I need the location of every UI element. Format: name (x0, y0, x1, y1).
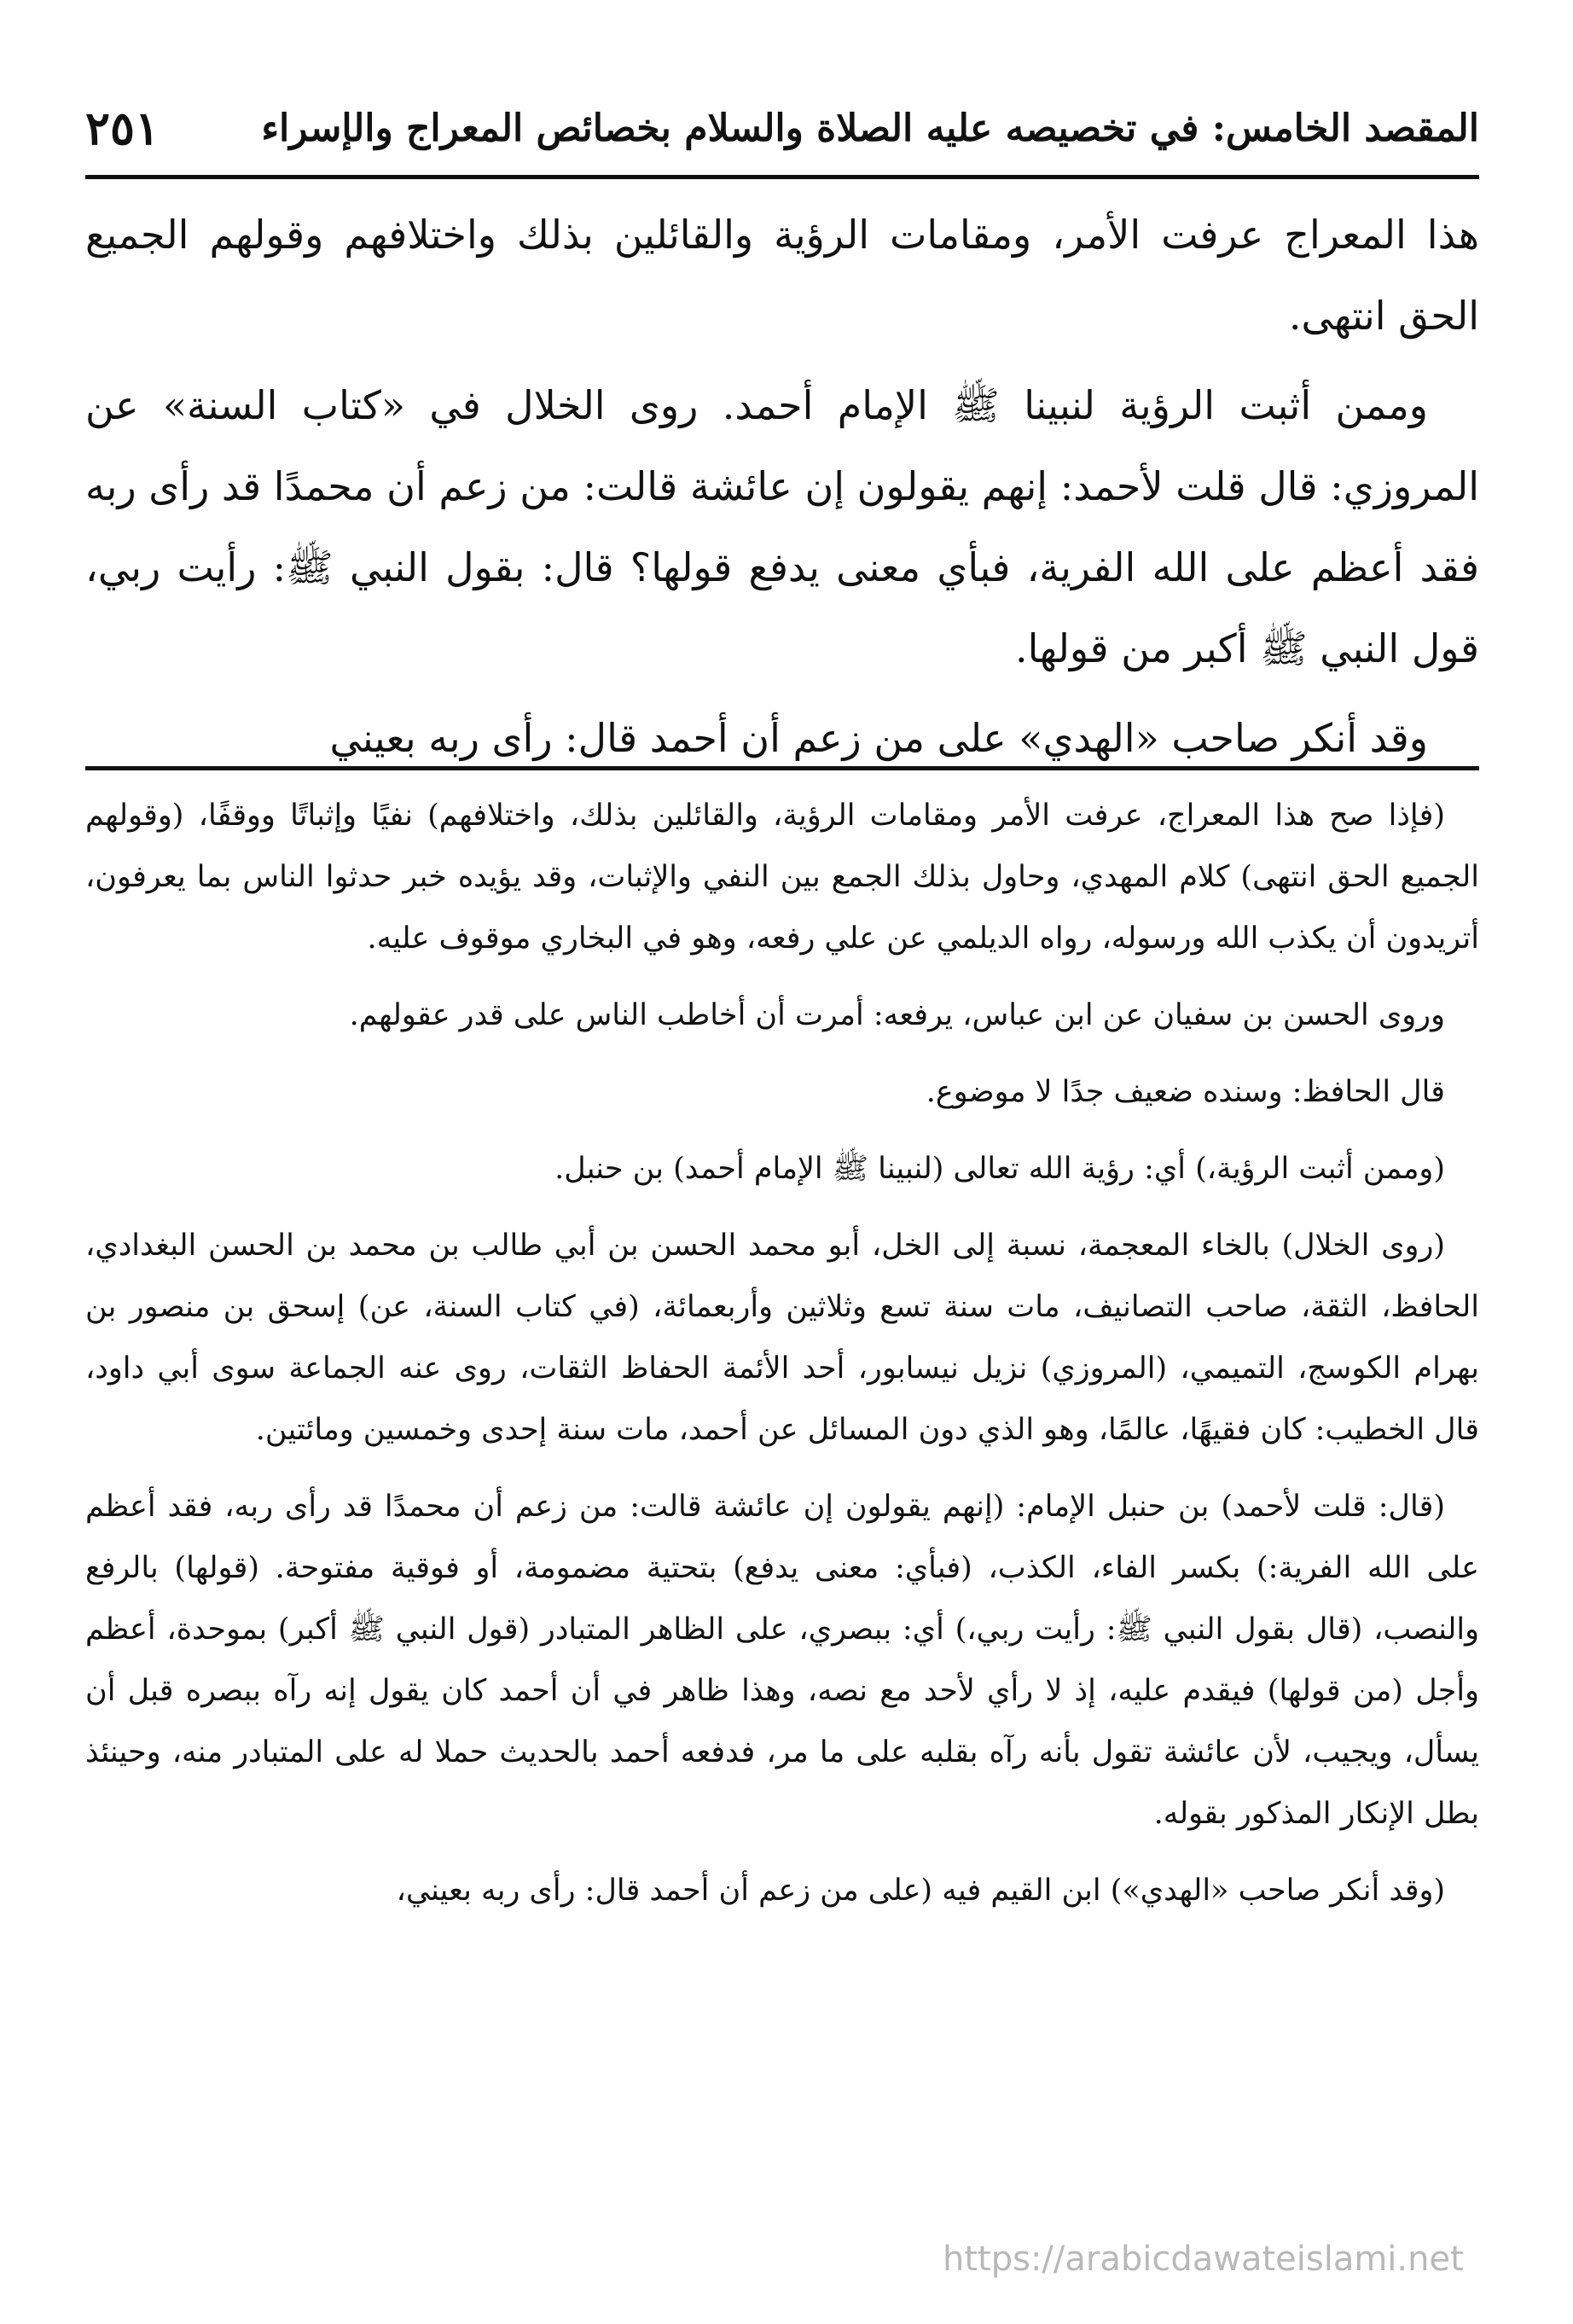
commentary-paragraph: (وممن أثبت الرؤية،) أي: رؤية الله تعالى (لنبينا ﷺ الإمام أحمد) بن حنبل. (554, 1152, 1445, 1186)
commentary-paragraph: قال الحافظ: وسنده ضعيف جدًا لا موضوع. (926, 1075, 1445, 1109)
commentary-text (85, 785, 1479, 1937)
main-text (85, 195, 1479, 787)
page-number: ٢٥١ (85, 101, 160, 155)
watermark-url: https://arabicdawateislami.net (943, 2240, 1464, 2279)
commentary-paragraph: (فإذا صح هذا المعراج، عرفت الأمر ومقامات الرؤية، والقائلين بذلك، واختلافهم) نفيًا وإثباتًا ووقفًا، (وقولهم الجميع الحق انتهى) كلام المهدي، وحاول بذلك الجمع بين النفي والإثبات، وقد يؤيده خبر حدثوا الناس بما يعرفون، أتريدون أن يكذب الله ورسوله، رواه الديلمي عن علي رفعه، وهو في البخاري موقوف عليه. (85, 799, 1479, 956)
commentary-paragraph: وروى الحسن بن سفيان عن ابن عباس، يرفعه: أمرت أن أخاطب الناس على قدر عقولهم. (349, 998, 1445, 1032)
commentary-paragraph: (وقد أنكر صاحب «الهدي») ابن القيم فيه (على من زعم أن أحمد قال: رأى ربه بعيني، (396, 1874, 1445, 1908)
page-header (85, 90, 1479, 166)
running-title: المقصد الخامس: في تخصيصه عليه الصلاة والسلام بخصائص المعراج والإسراء (261, 106, 1479, 150)
main-paragraph: وممن أثبت الرؤية لنبينا ﷺ الإمام أحمد. روى الخلال في «كتاب السنة» عن المروزي: قال قلت لأحمد: إنهم يقولون إن عائشة قالت: من زعم أن محمدًا قد رأى ربه فقد أعظم على الله الفرية، فبأي معنى يدفع قولها؟ قال: بقول النبي ﷺ: رأيت ربي، قول النبي ﷺ أكبر من قولها. (85, 382, 1479, 671)
main-paragraph: هذا المعراج عرفت الأمر، ومقامات الرؤية والقائلين بذلك واختلافهم وقولهم الجميع الحق انتهى. (85, 212, 1479, 339)
commentary-paragraph: (روى الخلال) بالخاء المعجمة، نسبة إلى الخل، أبو محمد الحسن بن أبي طالب بن محمد بن الحسن البغدادي، الحافظ، الثقة، صاحب التصانيف، مات سنة تسع وثلاثين وأربعمائة، (في كتاب السنة، عن) إسحق بن منصور بن بهرام الكوسج، التميمي، (المروزي) نزيل نيسابور، أحد الأئمة الحفاظ الثقات، روى عنه الجماعة سوى أبي داود، قال الخطيب: كان فقيهًا، عالمًا، وهو الذي دون المسائل عن أحمد، مات سنة إحدى وخمسين ومائتين. (85, 1229, 1479, 1447)
header-rule (85, 175, 1479, 179)
commentary-paragraph: (قال: قلت لأحمد) بن حنبل الإمام: (إنهم يقولون إن عائشة قالت: من زعم أن محمدًا قد رأى ربه، فقد أعظم على الله الفرية:) بكسر الفاء، الكذب، (فبأي: معنى يدفع) بتحتية مضمومة، أو فوقية مفتوحة. (قولها) بالرفع والنصب، (قال بقول النبي ﷺ: رأيت ربي،) أي: ببصري، على الظاهر المتبادر (قول النبي ﷺ أكبر) بموحدة، أعظم وأجل (من قولها) فيقدم عليه، إذ لا رأي لأحد مع نصه، وهذا ظاهر في أن أحمد كان يقول إنه رآه ببصره قبل أن يسأل، ويجيب، لأن عائشة تقول بأنه رآه بقلبه على ما مر، فدفعه أحمد بالحديث حملا له على المتبادر منه، وحينئذ بطل الإنكار المذكور بقوله. (85, 1490, 1479, 1831)
main-paragraph: وقد أنكر صاحب «الهدي» على من زعم أن أحمد قال: رأى ربه بعيني (329, 715, 1428, 761)
commentary-divider (85, 766, 1479, 770)
